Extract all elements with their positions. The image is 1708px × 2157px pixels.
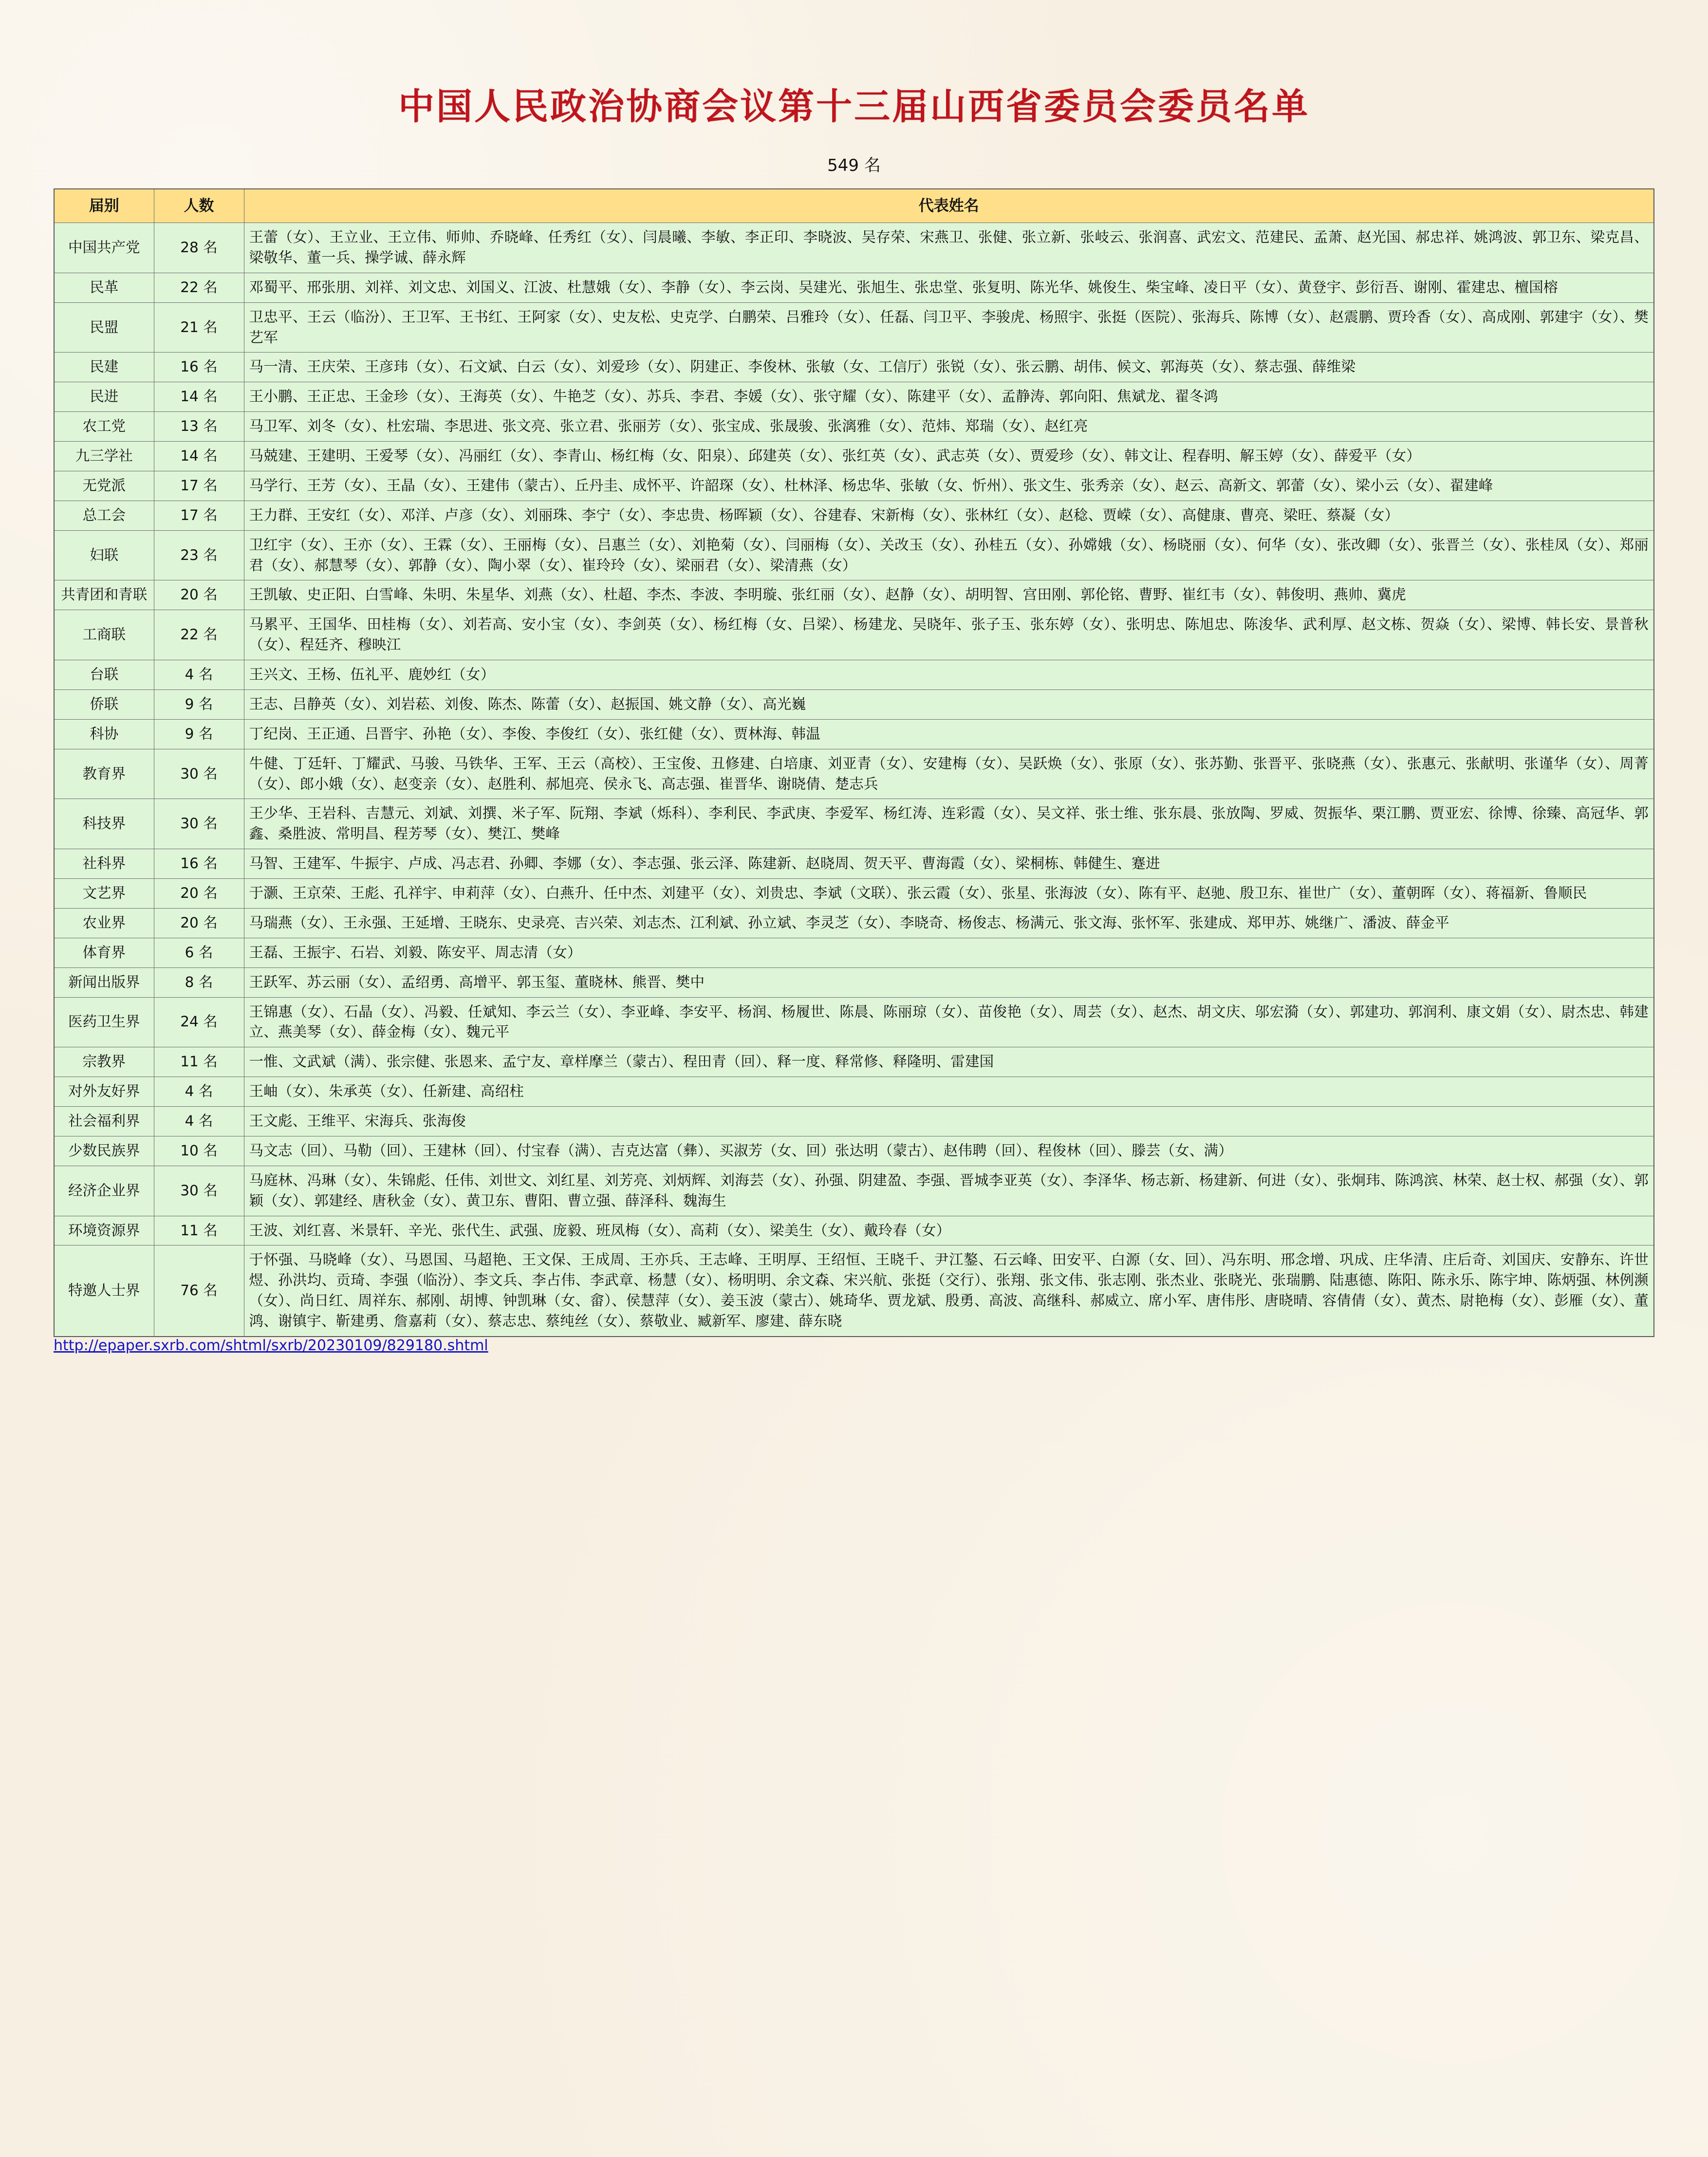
cell-count: 24 名	[154, 997, 244, 1047]
table-row	[54, 580, 1654, 610]
cell-group: 工商联	[54, 610, 154, 660]
cell-names: 卫红宇（女）、王亦（女）、王霖（女）、王丽梅（女）、吕惠兰（女）、刘艳菊（女）、闫丽梅（女）、关改玉（女）、孙桂五（女）、孙嫦娥（女）、杨晓丽（女）、何华（女）、张改卿（女）、张晋兰（女）、张桂凤（女）、郑丽君（女）、郝慧琴（女）、郭静（女）、陶小翠（女）、崔玲玲（女）、梁丽君（女）、梁清燕（女）	[244, 530, 1654, 580]
cell-count: 14 名	[154, 442, 244, 471]
table-header	[54, 189, 1654, 223]
cell-count: 16 名	[154, 353, 244, 382]
cell-count: 10 名	[154, 1136, 244, 1166]
cell-group: 民进	[54, 382, 154, 412]
cell-count: 30 名	[154, 1166, 244, 1216]
cell-group: 科协	[54, 719, 154, 749]
cell-group: 农工党	[54, 412, 154, 442]
cell-group: 环境资源界	[54, 1216, 154, 1246]
cell-group: 民建	[54, 353, 154, 382]
cell-count: 14 名	[154, 382, 244, 412]
cell-count: 11 名	[154, 1047, 244, 1077]
table-row	[54, 501, 1654, 530]
cell-group: 医药卫生界	[54, 997, 154, 1047]
cell-group: 民革	[54, 273, 154, 302]
table-row	[54, 223, 1654, 273]
cell-count: 76 名	[154, 1246, 244, 1337]
table-row	[54, 849, 1654, 879]
table-row	[54, 997, 1654, 1047]
table-row	[54, 412, 1654, 442]
cell-names: 王岫（女）、朱承英（女）、任新建、高绍柱	[244, 1077, 1654, 1107]
cell-names: 马卫军、刘冬（女）、杜宏瑞、李思进、张文亮、张立君、张丽芳（女）、张宝成、张晟骏、张漓雅（女）、范炜、郑瑞（女）、赵红亮	[244, 412, 1654, 442]
cell-names: 牛健、丁廷轩、丁耀武、马骏、马铁华、王军、王云（高校）、王宝俊、丑修建、白培康、刘亚青（女）、安建梅（女）、吴跃焕（女）、张原（女）、张苏勤、张晋平、张晓燕（女）、张惠元、张献明、张谨华（女）、周菁（女）、郎小娥（女）、赵变亲（女）、赵胜利、郝旭亮、侯永飞、高志强、崔晋华、谢晓倩、楚志兵	[244, 749, 1654, 799]
cell-names: 王跃军、苏云丽（女）、孟绍勇、高增平、郭玉玺、董晓林、熊晋、樊中	[244, 967, 1654, 997]
table-row	[54, 689, 1654, 719]
table-row	[54, 1047, 1654, 1077]
cell-names: 王凯敏、史正阳、白雪峰、朱明、朱星华、刘燕（女）、杜超、李杰、李波、李明璇、张红丽（女）、赵静（女）、胡明智、宫田刚、郭伦铭、曹野、崔红韦（女）、韩俊明、燕帅、冀虎	[244, 580, 1654, 610]
cell-names: 王少华、王岩科、吉慧元、刘斌、刘撰、米子军、阮翔、李斌（烁科）、李利民、李武庚、李爱军、杨红涛、连彩霞（女）、吴文祥、张士维、张东晨、张放陶、罗威、贺振华、栗江鹏、贾亚宏、徐博、徐臻、高冠华、郭鑫、桑胜波、常明昌、程芳琴（女）、樊江、樊峰	[244, 799, 1654, 849]
cell-names: 王波、刘红喜、米景轩、辛光、张代生、武强、庞毅、班凤梅（女）、高莉（女）、梁美生（女）、戴玲春（女）	[244, 1216, 1654, 1246]
cell-names: 马瑞燕（女）、王永强、王延增、王晓东、史录亮、吉兴荣、刘志杰、江利斌、孙立斌、李灵芝（女）、李晓奇、杨俊志、杨满元、张文海、张怀军、张建成、郑甲苏、姚继广、潘波、薛金平	[244, 908, 1654, 938]
cell-group: 科技界	[54, 799, 154, 849]
table-row	[54, 1077, 1654, 1107]
table-row	[54, 1246, 1654, 1337]
cell-count: 28 名	[154, 223, 244, 273]
table-row	[54, 879, 1654, 909]
cell-names: 王志、吕静英（女）、刘岩菘、刘俊、陈杰、陈蕾（女）、赵振国、姚文静（女）、高光巍	[244, 689, 1654, 719]
cell-group: 中国共产党	[54, 223, 154, 273]
cell-count: 4 名	[154, 1077, 244, 1107]
cell-group: 社科界	[54, 849, 154, 879]
cell-group: 社会福利界	[54, 1107, 154, 1136]
table-row	[54, 938, 1654, 967]
cell-count: 23 名	[154, 530, 244, 580]
cell-names: 王蕾（女）、王立业、王立伟、师帅、乔晓峰、任秀红（女）、闫晨曦、李敏、李正印、李晓波、吴存荣、宋燕卫、张健、张立新、张岐云、张润喜、武宏文、范建民、孟萧、赵光国、郝忠祥、姚鸿波、郭卫东、梁克昌、梁敬华、董一兵、操学诚、薛永辉	[244, 223, 1654, 273]
cell-group: 农业界	[54, 908, 154, 938]
cell-group: 总工会	[54, 501, 154, 530]
cell-group: 妇联	[54, 530, 154, 580]
cell-group: 民盟	[54, 302, 154, 353]
cell-names: 王小鹏、王正忠、王金珍（女）、王海英（女）、牛艳芝（女）、苏兵、李君、李媛（女）、张守耀（女）、陈建平（女）、孟静涛、郭向阳、焦斌龙、翟冬鸿	[244, 382, 1654, 412]
table-row	[54, 382, 1654, 412]
table-row	[54, 799, 1654, 849]
cell-count: 17 名	[154, 501, 244, 530]
table-row	[54, 1166, 1654, 1216]
table-row	[54, 967, 1654, 997]
cell-count: 30 名	[154, 799, 244, 849]
page-title: 中国人民政治协商会议第十三届山西省委员会委员名单	[398, 86, 1310, 128]
table-row	[54, 442, 1654, 471]
cell-count: 20 名	[154, 879, 244, 909]
table-row	[54, 749, 1654, 799]
cell-names: 王力群、王安红（女）、邓洋、卢彦（女）、刘丽珠、李宁（女）、李忠贵、杨晖颖（女）、谷建春、宋新梅（女）、张林红（女）、赵稔、贾嵘（女）、高健康、曹亮、梁旺、蔡凝（女）	[244, 501, 1654, 530]
column-header-count: 人数	[154, 189, 244, 223]
cell-count: 22 名	[154, 273, 244, 302]
cell-names: 卫忠平、王云（临汾）、王卫军、王书红、王阿家（女）、史友松、史克学、白鹏荣、吕雅玲（女）、任磊、闫卫平、李骏虎、杨照宇、张挺（医院）、张海兵、陈博（女）、赵震鹏、贾玲香（女）、高成刚、郭建宇（女）、樊艺军	[244, 302, 1654, 353]
table-header-row	[54, 189, 1654, 223]
table-row	[54, 1136, 1654, 1166]
cell-names: 马学行、王芳（女）、王晶（女）、王建伟（蒙古）、丘丹圭、成怀平、许韶琛（女）、杜林泽、杨忠华、张敏（女、忻州）、张文生、张秀亲（女）、赵云、高新文、郭蕾（女）、梁小云（女）、翟建峰	[244, 471, 1654, 501]
cell-names: 马累平、王国华、田桂梅（女）、刘若高、安小宝（女）、李剑英（女）、杨红梅（女、吕梁）、杨建龙、吴晓年、张子玉、张东婷（女）、张明忠、陈旭忠、陈浚华、武利厚、赵文栋、贺焱（女）、梁博、韩长安、景普秋（女）、程廷齐、穆映江	[244, 610, 1654, 660]
cell-count: 20 名	[154, 908, 244, 938]
table-row	[54, 530, 1654, 580]
cell-group: 新闻出版界	[54, 967, 154, 997]
cell-group: 台联	[54, 660, 154, 690]
cell-count: 20 名	[154, 580, 244, 610]
cell-count: 9 名	[154, 719, 244, 749]
cell-names: 邓蜀平、邢张朋、刘祥、刘文忠、刘国义、江波、杜慧娥（女）、李静（女）、李云岗、吴建光、张旭生、张忠堂、张复明、陈光华、姚俊生、柴宝峰、凌日平（女）、黄登宇、彭衍吾、谢刚、霍建忠、檀国榕	[244, 273, 1654, 302]
cell-names: 丁纪岗、王正通、吕晋宇、孙艳（女）、李俊、李俊红（女）、张红健（女）、贾林海、韩温	[244, 719, 1654, 749]
cell-count: 11 名	[154, 1216, 244, 1246]
cell-names: 一惟、文武斌（满）、张宗健、张恩来、孟宁友、章样摩兰（蒙古）、程田青（回）、释一度、释常修、释隆明、雷建国	[244, 1047, 1654, 1077]
cell-group: 教育界	[54, 749, 154, 799]
table-row	[54, 908, 1654, 938]
cell-names: 马智、王建军、牛振宇、卢成、冯志君、孙卿、李娜（女）、李志强、张云泽、陈建新、赵晓周、贺天平、曹海霞（女）、梁桐栋、韩健生、蹇进	[244, 849, 1654, 879]
cell-group: 特邀人士界	[54, 1246, 154, 1337]
cell-count: 9 名	[154, 689, 244, 719]
table-row	[54, 353, 1654, 382]
cell-names: 王文彪、王维平、宋海兵、张海俊	[244, 1107, 1654, 1136]
cell-names: 马文志（回）、马勒（回）、王建林（回）、付宝春（满）、吉克达富（彝）、买淑芳（女、回）张达明（蒙古）、赵伟聘（回）、程俊林（回）、滕芸（女、满）	[244, 1136, 1654, 1166]
column-header-names: 代表姓名	[244, 189, 1654, 223]
cell-names: 王磊、王振宇、石岩、刘毅、陈安平、周志清（女）	[244, 938, 1654, 967]
cell-count: 17 名	[154, 471, 244, 501]
cell-group: 体育界	[54, 938, 154, 967]
column-header-group: 届别	[54, 189, 154, 223]
cell-group: 少数民族界	[54, 1136, 154, 1166]
cell-names: 马兢建、王建明、王爱琴（女）、冯丽红（女）、李青山、杨红梅（女、阳泉）、邱建英（女）、张红英（女）、武志英（女）、贾爱珍（女）、韩文让、程春明、解玉婷（女）、薛爱平（女）	[244, 442, 1654, 471]
cell-names: 王锦惠（女）、石晶（女）、冯毅、任斌知、李云兰（女）、李亚峰、李安平、杨润、杨履世、陈晨、陈丽琼（女）、苗俊艳（女）、周芸（女）、赵杰、胡文庆、邬宏漪（女）、郭建功、郭润利、康文娟（女）、尉杰忠、韩建立、燕美琴（女）、薛金梅（女）、魏元平	[244, 997, 1654, 1047]
table-row	[54, 610, 1654, 660]
table-row	[54, 471, 1654, 501]
cell-group: 对外友好界	[54, 1077, 154, 1107]
table-row	[54, 302, 1654, 353]
cell-count: 4 名	[154, 660, 244, 690]
cell-names: 于怀强、马晓峰（女）、马恩国、马超艳、王文保、王成周、王亦兵、王志峰、王明厚、王绍恒、王晓千、尹江鏊、石云峰、田安平、白源（女、回）、冯东明、邢念增、巩成、庄华清、庄后奇、刘国庆、安静东、许世煜、孙洪均、贡琦、李强（临汾）、李文兵、李占伟、李武章、杨慧（女）、杨明明、余文森、宋兴航、张挺（交行）、张翔、张文伟、张志刚、张杰业、张晓光、张瑞鹏、陆惠德、陈阳、陈永乐、陈宇坤、陈炳强、林例濒（女）、尚日红、周祥东、郝刚、胡博、钟凯琳（女、畲）、侯慧萍（女）、姜玉波（蒙古）、姚琦华、贾龙斌、殷勇、高波、高继科、郝威立、席小军、唐伟彤、唐晓晴、容倩倩（女）、黄杰、尉艳梅（女）、彭雁（女）、董鸿、谢镇宇、靳建勇、詹嘉莉（女）、蔡志忠、蔡纯丝（女）、蔡敬业、臧新军、廖建、薛东晓	[244, 1246, 1654, 1337]
cell-group: 九三学社	[54, 442, 154, 471]
cell-names: 马庭林、冯琳（女）、朱锦彪、任伟、刘世文、刘红星、刘芳亮、刘炳辉、刘海芸（女）、孙强、阴建盈、李强、晋城李亚英（女）、李泽华、杨志新、杨建新、何进（女）、张炯玮、陈鸿滨、林荣、赵士权、郝强（女）、郭颖（女）、郭建经、唐秋金（女）、黄卫东、曹阳、曹立强、薛泽科、魏海生	[244, 1166, 1654, 1216]
table-row	[54, 1216, 1654, 1246]
table-row	[54, 273, 1654, 302]
table-body	[54, 223, 1654, 1337]
cell-group: 共青团和青联	[54, 580, 154, 610]
source-link[interactable]: http://epaper.sxrb.com/shtml/sxrb/20230109/829180.shtml	[54, 1337, 488, 1354]
table-row	[54, 719, 1654, 749]
cell-count: 13 名	[154, 412, 244, 442]
cell-count: 22 名	[154, 610, 244, 660]
table-row	[54, 1107, 1654, 1136]
cell-group: 经济企业界	[54, 1166, 154, 1216]
total-count: 549 名	[827, 156, 881, 175]
roster-table	[54, 188, 1654, 1337]
cell-names: 马一清、王庆荣、王彦玮（女）、石文斌、白云（女）、刘爱珍（女）、阴建正、李俊林、张敏（女、工信厅）张锐（女）、张云鹏、胡伟、候文、郭海英（女）、蔡志强、薛维梁	[244, 353, 1654, 382]
cell-names: 王兴文、王杨、伍礼平、鹿妙红（女）	[244, 660, 1654, 690]
cell-count: 4 名	[154, 1107, 244, 1136]
cell-group: 侨联	[54, 689, 154, 719]
cell-group: 文艺界	[54, 879, 154, 909]
cell-count: 16 名	[154, 849, 244, 879]
cell-group: 宗教界	[54, 1047, 154, 1077]
cell-group: 无党派	[54, 471, 154, 501]
cell-count: 8 名	[154, 967, 244, 997]
cell-names: 于灏、王京荣、王彪、孔祥宇、申莉萍（女）、白燕升、任中杰、刘建平（女）、刘贵忠、李斌（文联）、张云霞（女）、张星、张海波（女）、陈有平、赵驰、殷卫东、崔世广（女）、董朝晖（女）、蒋福新、鲁顺民	[244, 879, 1654, 909]
table-row	[54, 660, 1654, 690]
cell-count: 30 名	[154, 749, 244, 799]
cell-count: 6 名	[154, 938, 244, 967]
cell-count: 21 名	[154, 302, 244, 353]
